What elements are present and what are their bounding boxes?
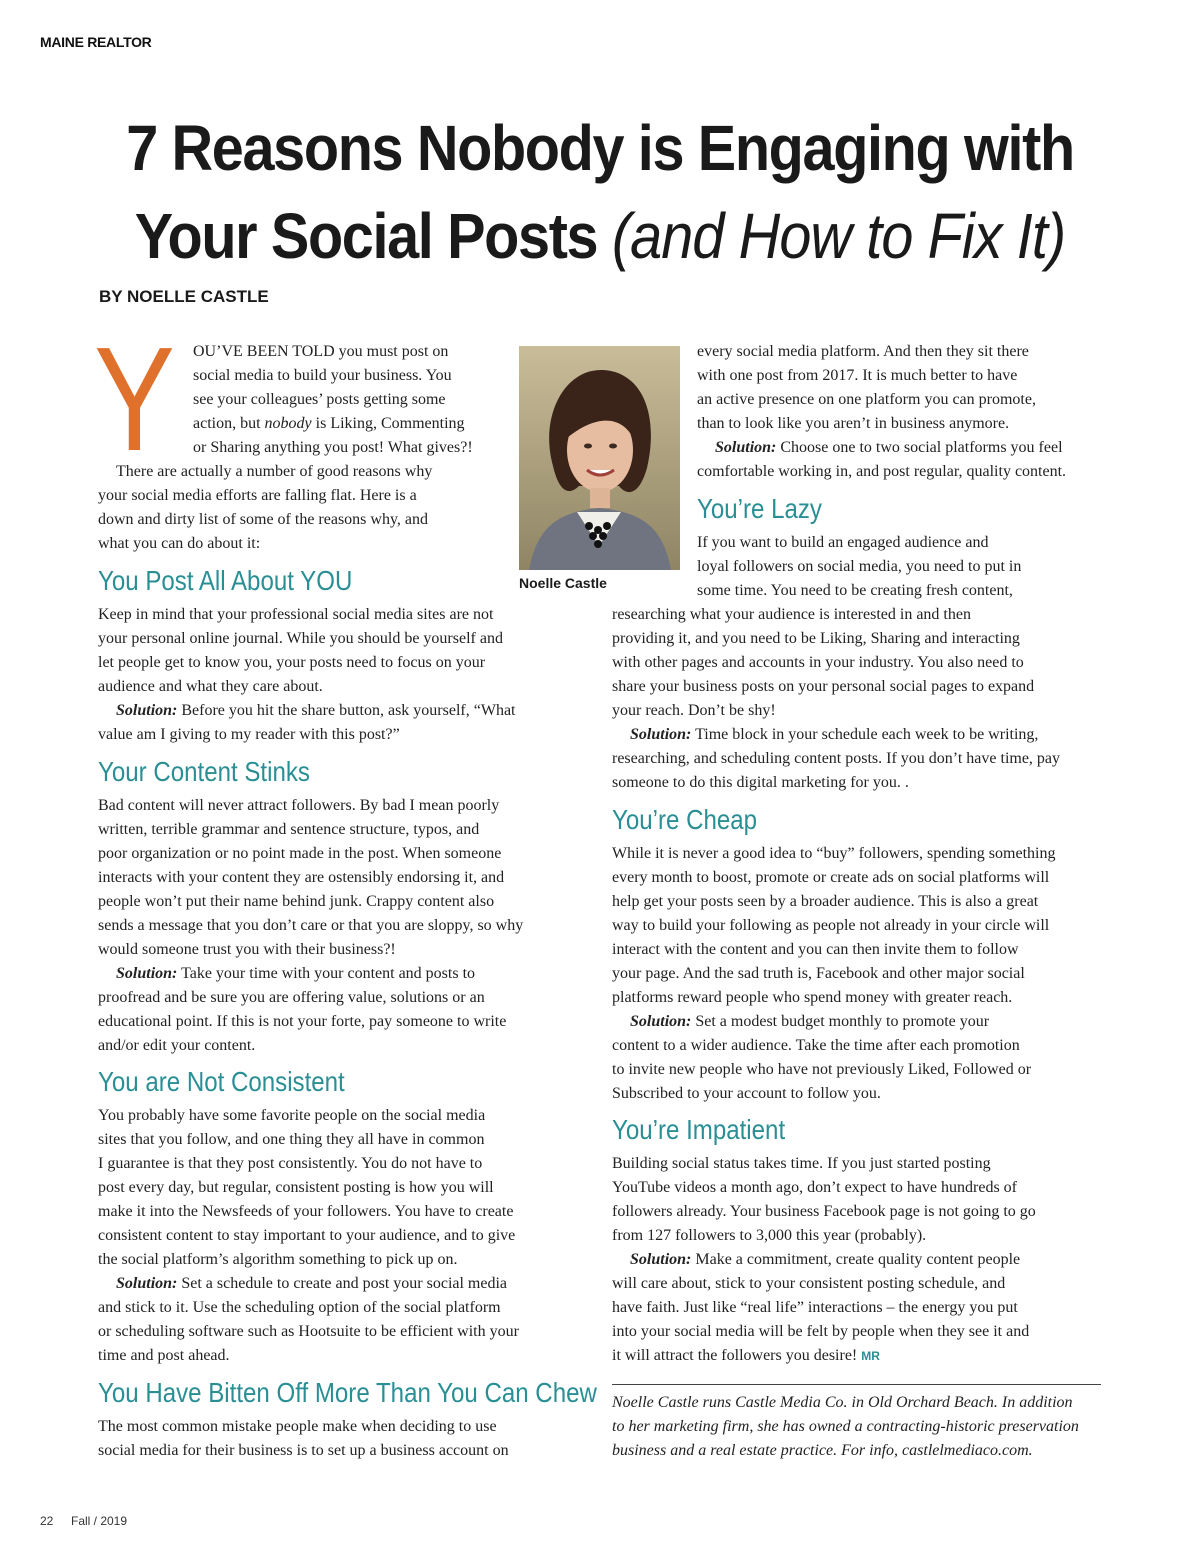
body-text-line: poor organization or no point made in the post. When someone [98, 845, 502, 862]
body-text-line: or Sharing anything you post! What gives?! [193, 439, 473, 456]
solution-label: Solution: [715, 439, 777, 456]
body-text-line: will care about, stick to your consistent posting schedule, and [612, 1275, 1006, 1292]
issue-label: Fall / 2019 [71, 1514, 128, 1528]
author-photo [519, 346, 680, 570]
body-text-line: your social media efforts are falling flat. Here is a [98, 487, 417, 504]
body-text-line: share your business posts on your personal social pages to expand [612, 678, 1035, 695]
page-number: 22 [40, 1514, 54, 1528]
body-text-line: let people get to know you, your posts need to focus on your [98, 654, 486, 671]
author-portrait-illustration [519, 346, 680, 570]
section-heading: Your Content Stinks [98, 756, 310, 787]
body-text-line: platforms reward people who spend money with greater reach. [612, 989, 1013, 1006]
body-text-line: sites that you follow, and one thing they all have in common [98, 1131, 485, 1148]
body-text-line: help get your posts seen by a broader audience. This is also a great [612, 893, 1039, 910]
solution-label: Solution: [630, 726, 692, 743]
section-heading: You’re Lazy [697, 493, 822, 524]
body-text-line: content to a wider audience. Take the time after each promotion [612, 1037, 1020, 1054]
body-text-line: would someone trust you with their business?! [98, 941, 396, 958]
body-text-line: educational point. If this is not your forte, pay someone to write [98, 1013, 507, 1030]
emphasis-text: nobody [264, 415, 312, 432]
section-heading: You Post All About YOU [98, 565, 353, 596]
drop-cap: Y [94, 317, 175, 482]
body-text-line: If you want to build an engaged audience and [697, 534, 989, 551]
solution-label: Solution: [630, 1013, 692, 1030]
body-text-line: providing it, and you need to be Liking, Sharing and interacting [612, 630, 1020, 647]
body-text-line: and stick to it. Use the scheduling option of the social platform [98, 1299, 501, 1316]
body-text-line: time and post ahead. [98, 1347, 230, 1364]
body-text-line: the social platform’s algorithm something to pick up on. [98, 1251, 458, 1268]
body-text-line: Keep in mind that your professional social media sites are not [98, 606, 494, 623]
body-text-line: Subscribed to your account to follow you. [612, 1085, 881, 1102]
body-text-line: Solution: Set a modest budget monthly to promote your [630, 1013, 990, 1030]
body-text-line: some time. You need to be creating fresh content, [697, 582, 1013, 599]
body-text-line: make it into the Newsfeeds of your followers. You have to create [98, 1203, 514, 1220]
body-text-line: sends a message that you don’t care or that you are sloppy, so why [98, 917, 524, 934]
body-text-line: every social media platform. And then they sit there [697, 343, 1029, 360]
article-title-line1: 7 Reasons Nobody is Engaging with [126, 112, 1074, 184]
body-text-line: what you can do about it: [98, 535, 261, 552]
body-text-line: researching what your audience is interested in and then [612, 606, 971, 623]
body-text-line: your personal online journal. While you should be yourself and [98, 630, 503, 647]
body-text-line: researching, and scheduling content posts. If you don’t have time, pay [612, 750, 1061, 767]
body-text-line: an active presence on one platform you can promote, [697, 391, 1036, 408]
body-text-line: interact with the content and you can then invite them to follow [612, 941, 1019, 958]
byline: BY NOELLE CASTLE [99, 287, 269, 306]
body-text-line: someone to do this digital marketing for you. . [612, 774, 909, 791]
body-text-line: social media to build your business. You [193, 367, 452, 384]
body-text-line: people won’t put their name behind junk. Crappy content also [98, 893, 495, 910]
body-text-line: it will attract the followers you desire! MR [612, 1347, 880, 1364]
section-heading: You’re Cheap [612, 804, 758, 835]
body-text-line: Solution: Time block in your schedule each week to be writing, [630, 726, 1039, 743]
body-text-line: Solution: Make a commitment, create quality content people [630, 1251, 1021, 1268]
body-text-line: comfortable working in, and post regular, quality content. [697, 463, 1067, 480]
body-text-line: Bad content will never attract followers. By bad I mean poorly [98, 797, 500, 814]
body-text-line: from 127 followers to 3,000 this year (probably). [612, 1227, 927, 1244]
body-text-line: interacts with your content they are ostensibly endorsing it, and [98, 869, 505, 886]
body-text-line: There are actually a number of good reasons why [116, 463, 433, 480]
body-text-line: with one post from 2017. It is much better to have [697, 367, 1018, 384]
body-text-line: with other pages and accounts in your industry. You also need to [612, 654, 1024, 671]
body-text-line: While it is never a good idea to “buy” followers, spending something [612, 845, 1056, 862]
photo-caption: Noelle Castle [519, 575, 607, 591]
body-text-line: to invite new people who have not previously Liked, Followed or [612, 1061, 1032, 1078]
body-text-line: I guarantee is that they post consistently. You do not have to [98, 1155, 483, 1172]
section-heading: You Have Bitten Off More Than You Can Chew [98, 1377, 597, 1408]
body-text-line: value am I giving to my reader with this post?” [98, 726, 400, 743]
body-text-line: consistent content to stay important to your audience, and to give [98, 1227, 516, 1244]
body-text-line: into your social media will be felt by people when they see it and [612, 1323, 1030, 1340]
body-text-line: have faith. Just like “real life” interactions – the energy you put [612, 1299, 1018, 1316]
body-text-line: action, but nobody is Liking, Commenting [193, 415, 465, 432]
section-heading: You are Not Consistent [98, 1066, 345, 1097]
body-text-line: The most common mistake people make when deciding to use [98, 1418, 497, 1435]
title-subtitle: (and How to Fix It) [611, 200, 1066, 272]
body-text-line: your reach. Don’t be shy! [612, 702, 776, 719]
bio-text-line: Noelle Castle runs Castle Media Co. in Old Orchard Beach. In addition [612, 1394, 1073, 1411]
body-text-line: down and dirty list of some of the reasons why, and [98, 511, 429, 528]
bio-text-line: business and a real estate practice. For info, castlelmediaco.com. [612, 1442, 1033, 1459]
body-text-line: Solution: Set a schedule to create and post your social media [116, 1275, 508, 1292]
end-mark: MR [861, 1349, 880, 1363]
body-text-line: post every day, but regular, consistent posting is how you will [98, 1179, 494, 1196]
body-text-line: proofread and be sure you are offering value, solutions or an [98, 989, 485, 1006]
body-text-line: written, terrible grammar and sentence structure, typos, and [98, 821, 480, 838]
body-text-line: or scheduling software such as Hootsuite to be efficient with your [98, 1323, 519, 1340]
title-main: Your Social Posts [134, 200, 598, 272]
body-text-line: Solution: Choose one to two social platforms you feel [715, 439, 1063, 456]
body-text-line: way to build your following as people not already in your circle will [612, 917, 1050, 934]
solution-label: Solution: [630, 1251, 692, 1268]
body-text-line: Solution: Before you hit the share button, ask yourself, “What [116, 702, 516, 719]
body-text-line: see your colleagues’ posts getting some [193, 391, 446, 408]
body-text-line: than to look like you aren’t in business anymore. [697, 415, 1010, 432]
solution-label: Solution: [116, 1275, 178, 1292]
body-text-line: and/or edit your content. [98, 1037, 256, 1054]
body-text-line: audience and what they care about. [98, 678, 323, 695]
body-text-line: social media for their business is to set up a business account on [98, 1442, 509, 1459]
body-text-line: Solution: Take your time with your content and posts to [116, 965, 476, 982]
body-text-line: OU’VE BEEN TOLD you must post on [193, 343, 449, 360]
body-text-line: Building social status takes time. If you just started posting [612, 1155, 991, 1172]
bio-text-line: to her marketing firm, she has owned a contracting-historic preservation [612, 1418, 1079, 1435]
body-text-line: YouTube videos a month ago, don’t expect to have hundreds of [612, 1179, 1017, 1196]
body-text-line: followers already. Your business Facebook page is not going to go [612, 1203, 1036, 1220]
body-text-line: loyal followers on social media, you need to put in [697, 558, 1022, 575]
body-text-line: You probably have some favorite people on the social media [98, 1107, 486, 1124]
solution-label: Solution: [116, 702, 178, 719]
bio-divider [612, 1384, 1101, 1385]
section-heading: You’re Impatient [612, 1114, 786, 1145]
body-text-line: your page. And the sad truth is, Facebook and other major social [612, 965, 1025, 982]
masthead: MAINE REALTOR [40, 34, 152, 50]
solution-label: Solution: [116, 965, 178, 982]
article-title-line2 [114, 200, 1086, 272]
body-text-line: every month to boost, promote or create ads on social platforms will [612, 869, 1050, 886]
